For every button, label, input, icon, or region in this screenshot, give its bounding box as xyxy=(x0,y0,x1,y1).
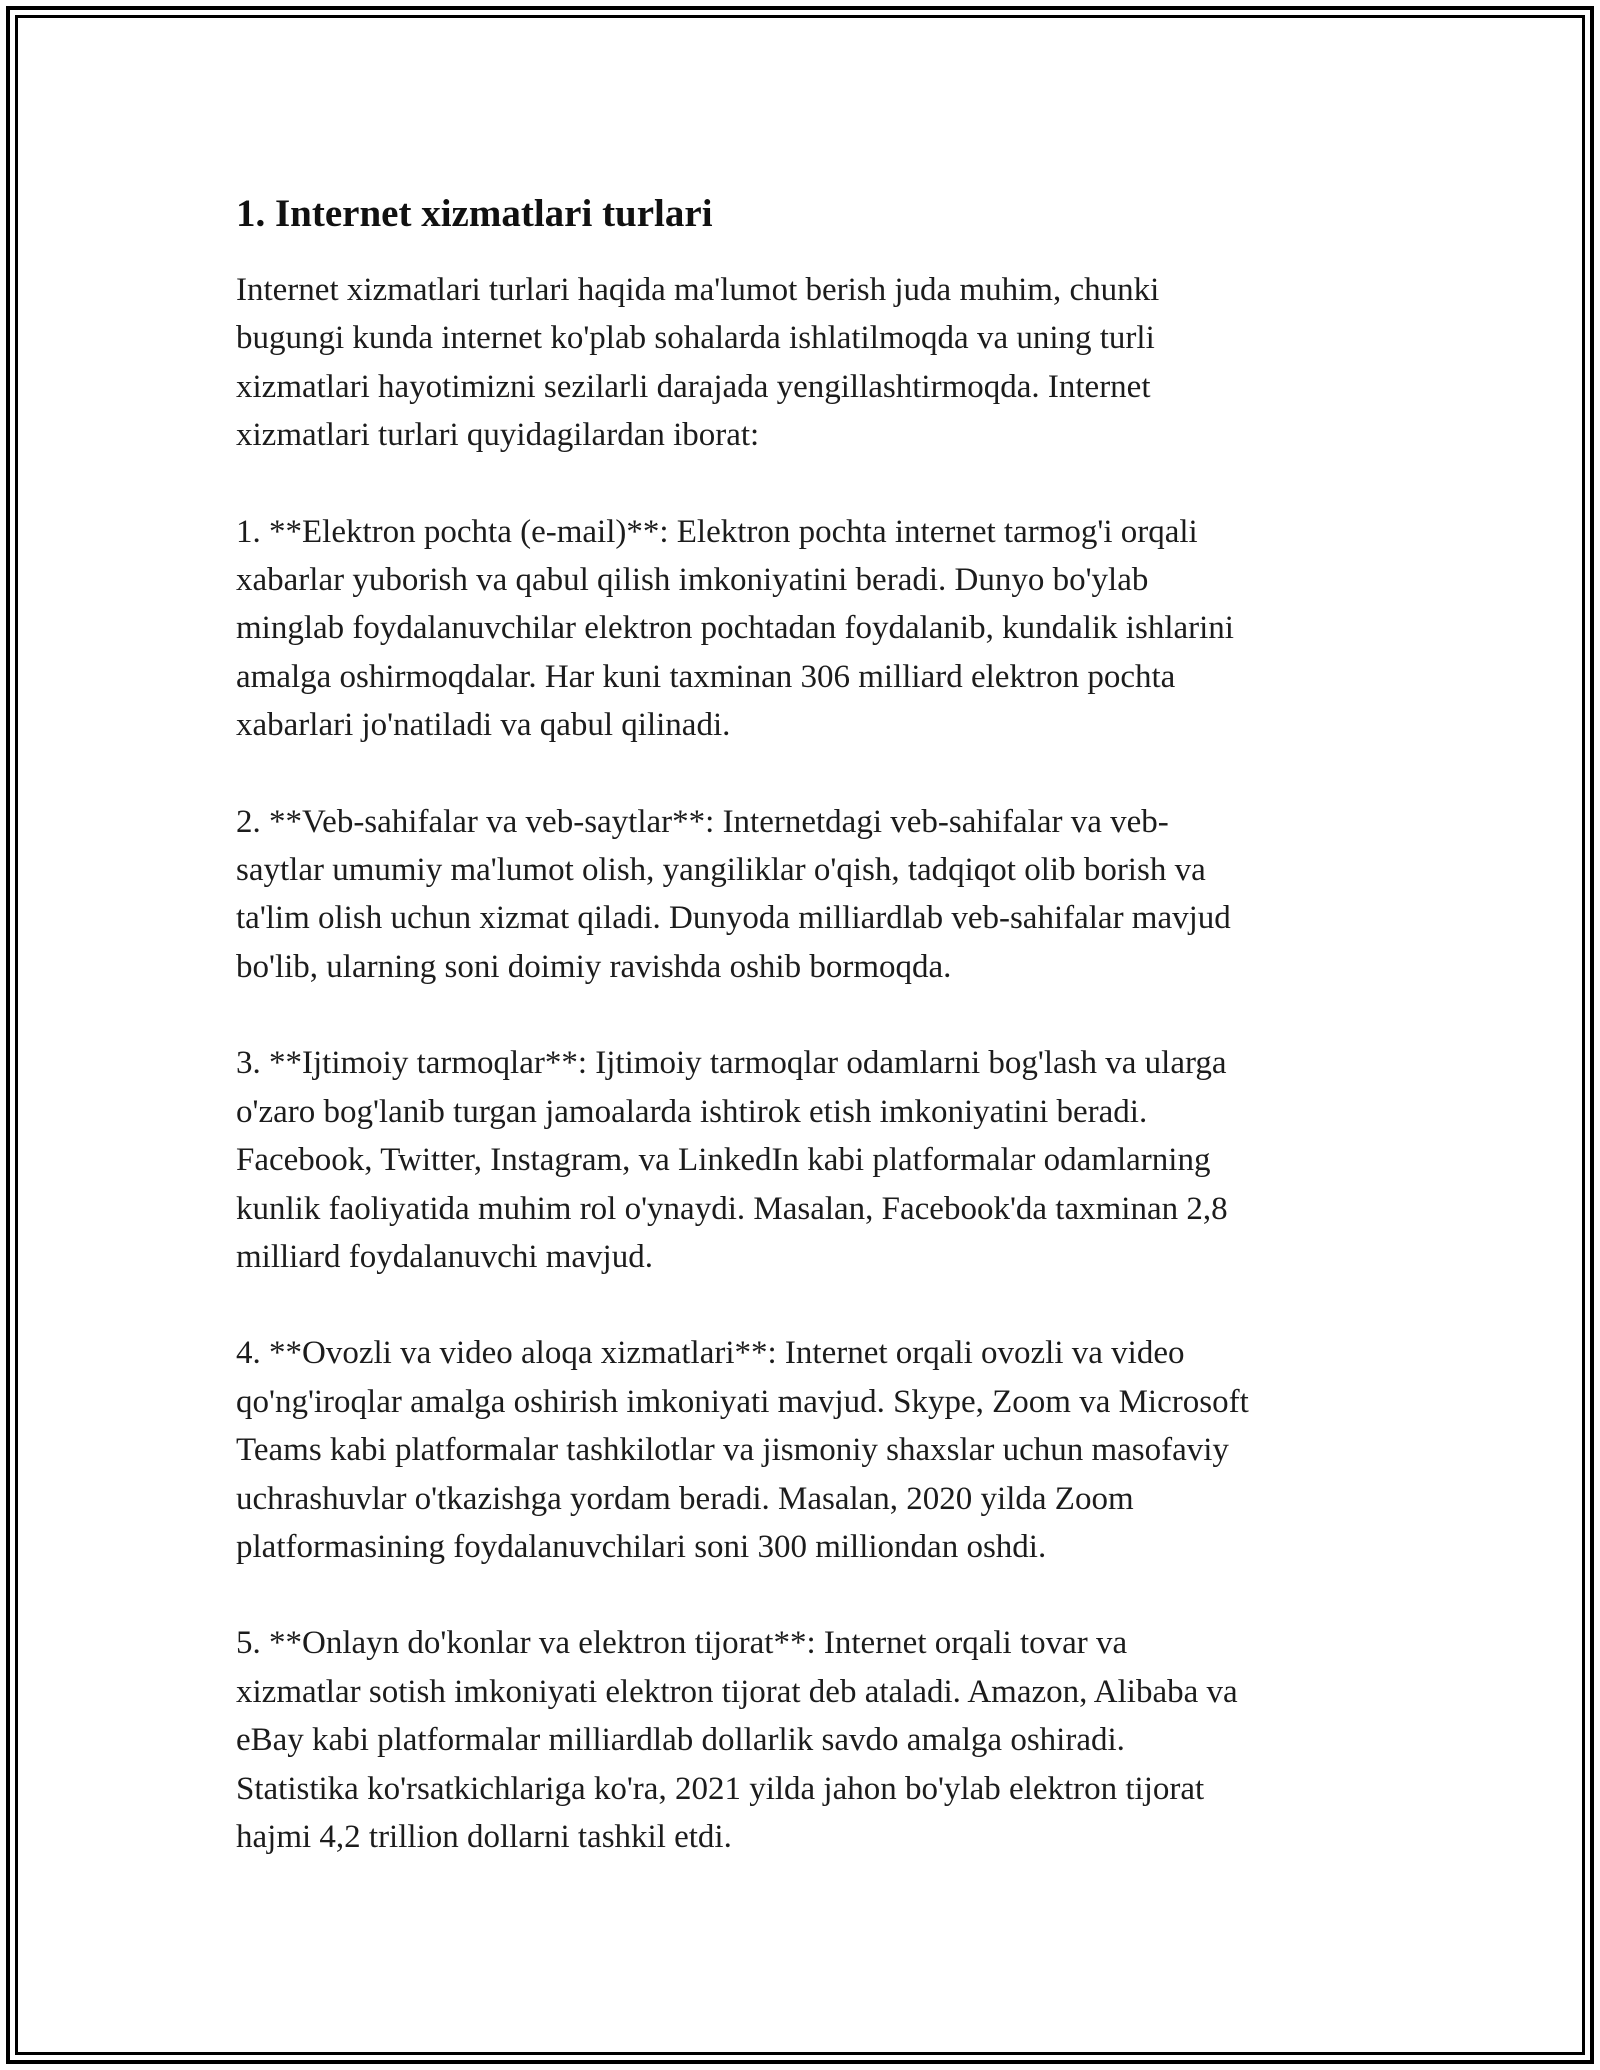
paragraph-voice-video: 4. **Ovozli va video aloqa xizmatlari**: Internet orqali ovozli va video qo'ng'iroqlar amalga oshirish imkoniyati mavjud. Skype, Zoom va Microsoft Teams kabi platformalar tashkilotlar va jismoniy shaxslar uchun masofaviy uchrashuvlar o'tkazishga yordam beradi. Masalan, 2020 yilda Zoom platformasining foydalanuvchilari soni 300 milliondan oshdi. xyxy=(236,1335,1249,1565)
document-body xyxy=(236,186,1386,1861)
intro-paragraph: Internet xizmatlari turlari haqida ma'lumot berish juda muhim, chunki bugungi kunda internet ko'plab sohalarda ishlatilmoqda va uning turli xizmatlari hayotimizni sezilarli darajada yengillashtirmoqda. Internet xizmatlari turlari quyidagilardan iborat: xyxy=(236,272,1160,454)
paragraph-ecommerce: 5. **Onlayn do'konlar va elektron tijorat**: Internet orqali tovar va xizmatlar sotish imkoniyati elektron tijorat deb ataladi. Amazon, Alibaba va eBay kabi platformalar milliardlab dollarlik savdo amalga oshiradi. Statistika ko'rsatkichlariga ko'ra, 2021 yilda jahon bo'ylab elektron tijorat hajmi 4,2 trillion dollarni tashkil etdi. xyxy=(236,1625,1238,1855)
paragraph-social-networks: 3. **Ijtimoiy tarmoqlar**: Ijtimoiy tarmoqlar odamlarni bog'lash va ularga o'zaro bog'lanib turgan jamoalarda ishtirok etish imkoniyatini beradi. Facebook, Twitter, Instagram, va LinkedIn kabi platformalar odamlarning kunlik faoliyatida muhim rol o'ynaydi. Masalan, Facebook'da taxminan 2,8 milliard foydalanuvchi mavjud. xyxy=(236,1045,1228,1275)
page-title: 1. Internet xizmatlari turlari xyxy=(236,192,713,235)
paragraph-websites: 2. **Veb-sahifalar va veb-saytlar**: Internetdagi veb-sahifalar va veb- saytlar umumiy ma'lumot olish, yangiliklar o'qish, tadqiqot olib borish va ta'lim olish uchun xizmat qiladi. Dunyoda milliardlab veb-sahifalar mavjud bo'lib, ularning soni doimiy ravishda oshib bormoqda. xyxy=(236,803,1231,985)
paragraph-email: 1. **Elektron pochta (e-mail)**: Elektron pochta internet tarmog'i orqali xabarlar yuborish va qabul qilish imkoniyatini beradi. Dunyo bo'ylab minglab foydalanuvchilar elektron pochtadan foydalanib, kundalik ishlarini amalga oshirmoqdalar. Har kuni taxminan 306 milliard elektron pochta xabarlari jo'natiladi va qabul qilinadi. xyxy=(236,513,1234,744)
